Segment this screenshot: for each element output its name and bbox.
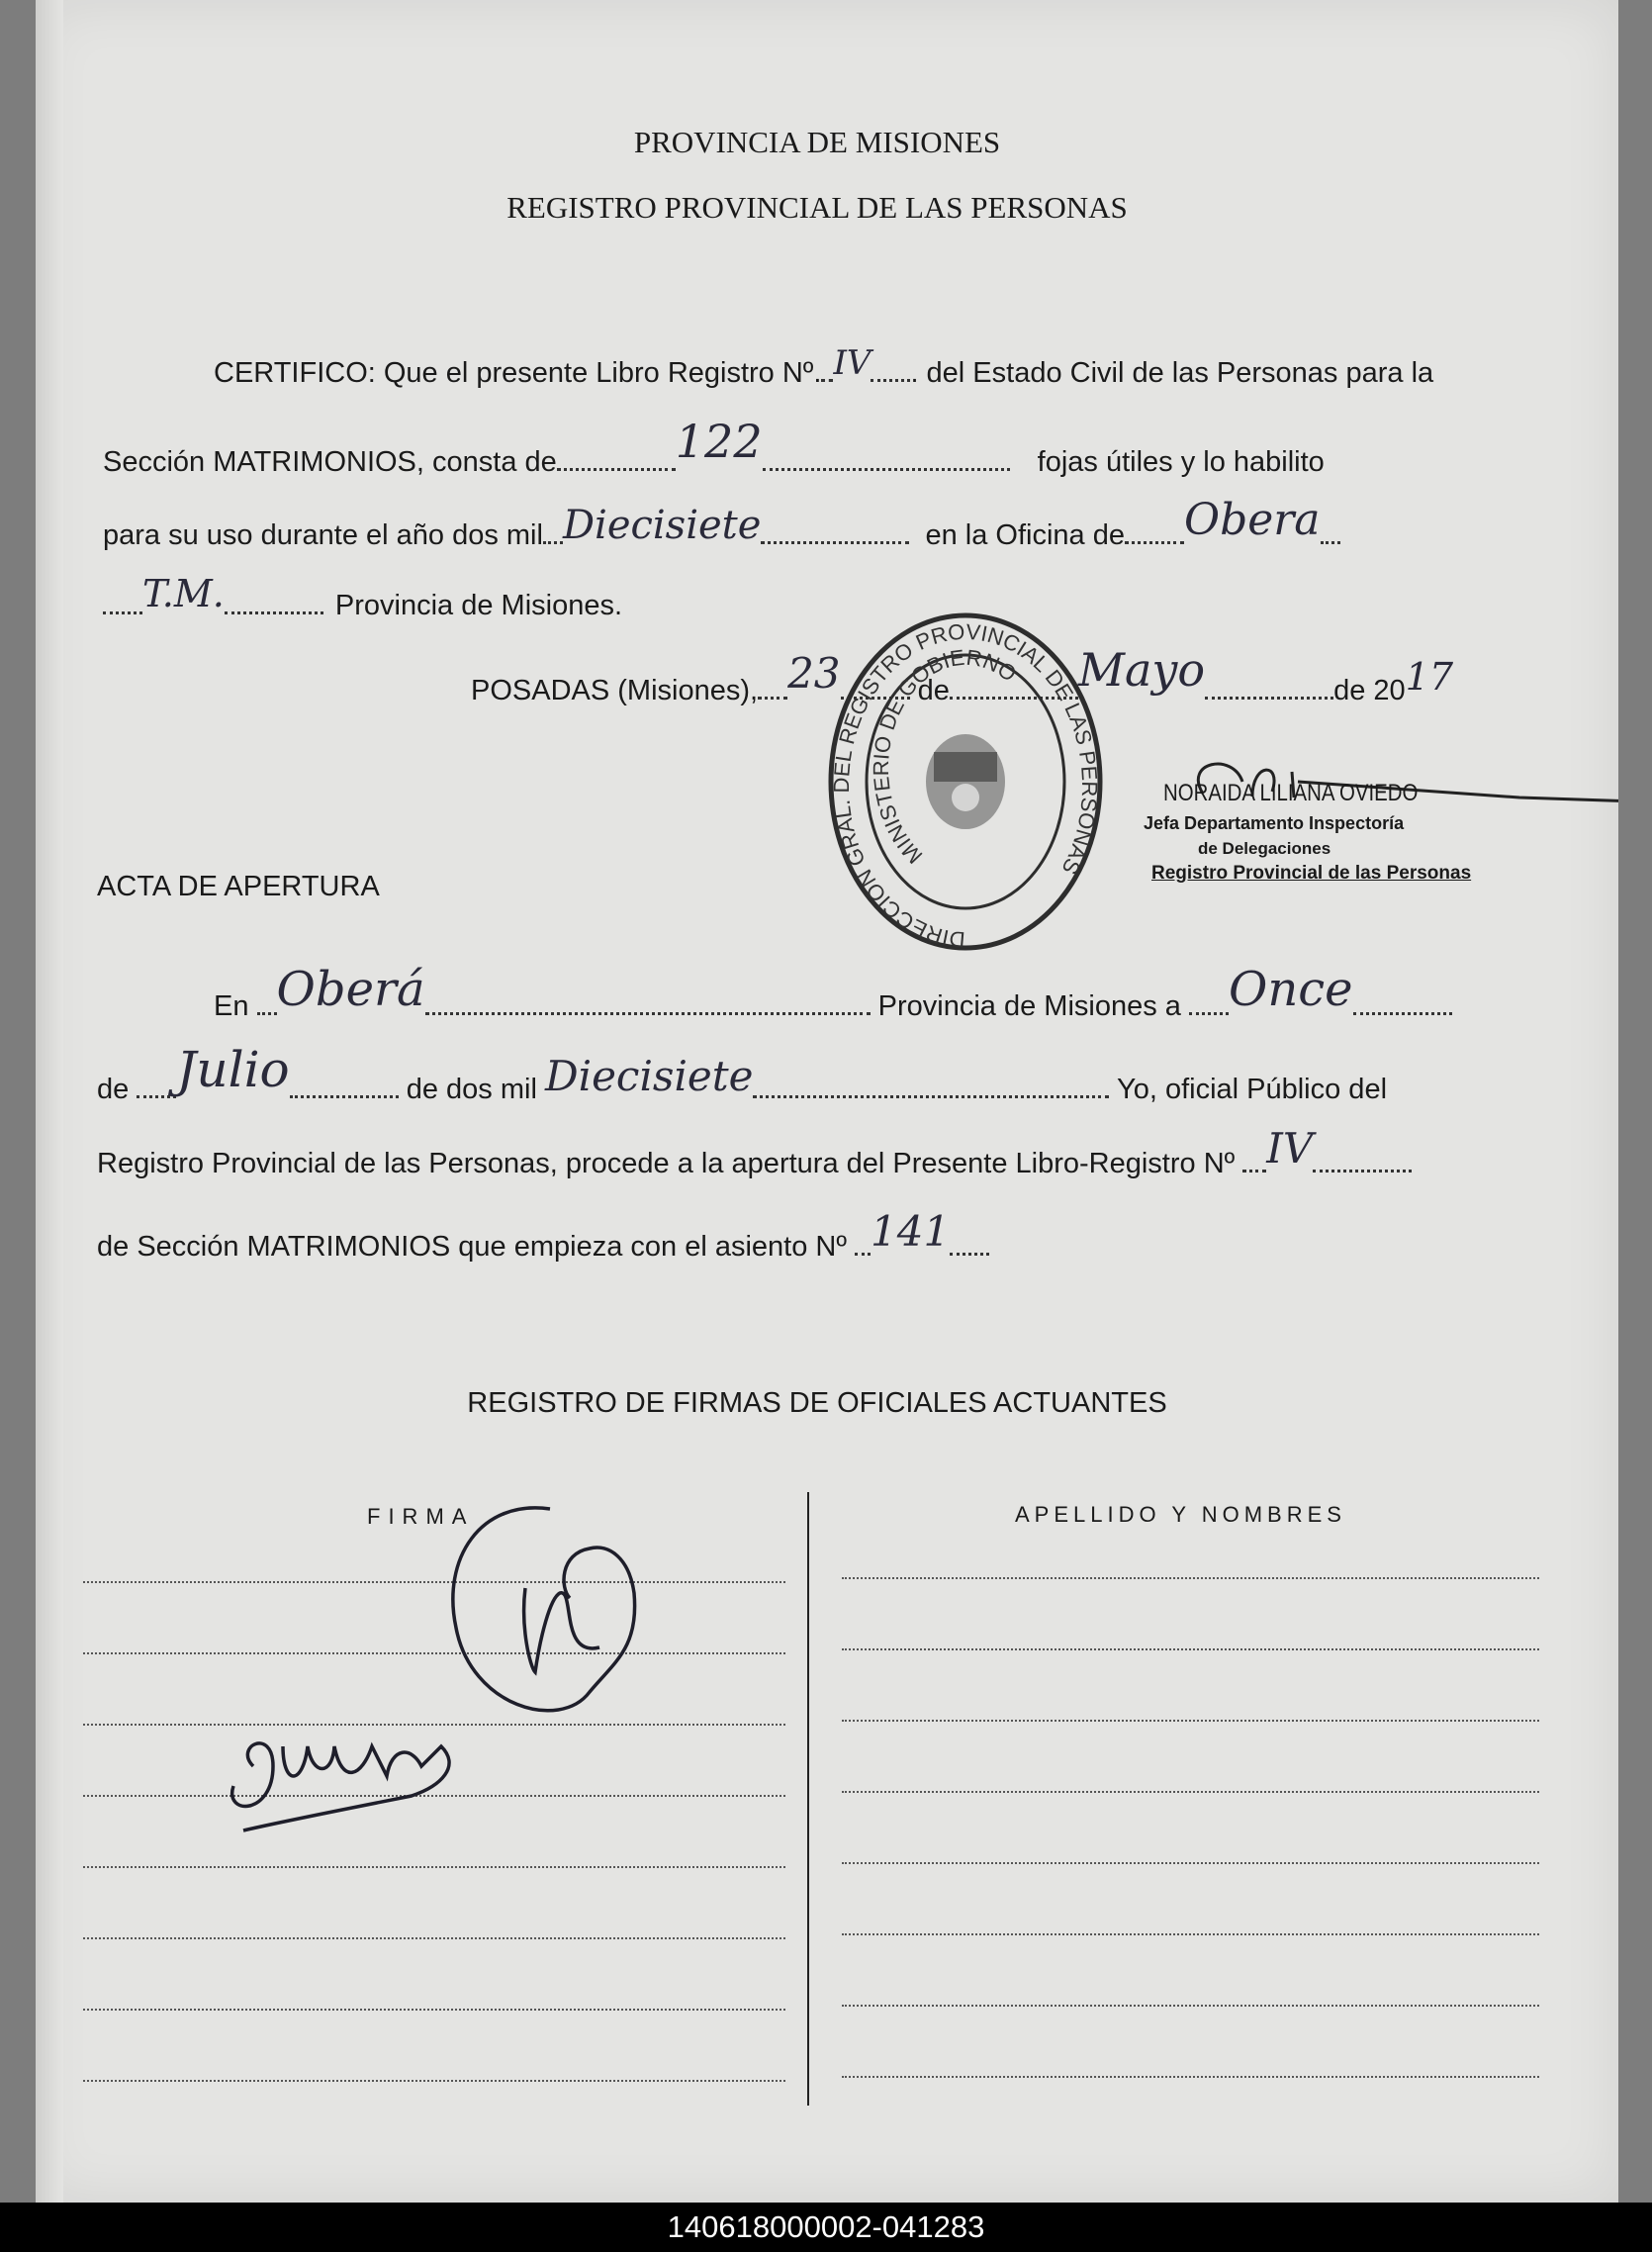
nombres-row-line xyxy=(842,2076,1539,2078)
seal-inner-text: MINISTERIO DE GOBIERNO xyxy=(869,644,1022,869)
signatory-role: Jefa Departamento Inspectoría xyxy=(1144,813,1405,833)
seal-outer-text: DIRECCION GRAL. DEL REGISTRO PROVINCIAL DE LAS PERSONAS xyxy=(829,618,1103,953)
acta-line-4 xyxy=(97,1207,989,1266)
day-handwritten: 23 xyxy=(787,649,841,698)
firma-row-line xyxy=(83,1937,785,1939)
cert-text: Sección MATRIMONIOS, consta de xyxy=(103,446,557,478)
cert-text: para su uso durante el año dos mil xyxy=(103,519,543,551)
anio-handwritten: Diecisiete xyxy=(544,1052,754,1100)
cert-text: CERTIFICO: Que el presente Libro Registro Nº. xyxy=(214,357,822,389)
official-seal-stamp xyxy=(817,604,1114,960)
acta-line-1 xyxy=(214,962,1452,1027)
firma-row-line xyxy=(83,2009,785,2011)
firma-row-line xyxy=(83,1581,785,1583)
tm-handwritten: T.M. xyxy=(142,572,225,615)
firma-row-line xyxy=(83,1652,785,1654)
cert-text: de xyxy=(917,675,950,706)
dia-handwritten: Once xyxy=(1228,962,1353,1017)
cert-text: POSADAS (Misiones), xyxy=(471,675,759,706)
acta-text: de dos mil xyxy=(406,1074,537,1105)
lugar-handwritten: Oberá xyxy=(276,962,425,1017)
cert-text: fojas útiles y lo habilito xyxy=(1037,446,1325,478)
acta-text: Provincia de Misiones a xyxy=(877,990,1181,1022)
cert-text: . del Estado Civil de las Personas para la xyxy=(910,357,1434,389)
acta-text: de Sección MATRIMONIOS que empieza con el asiento Nº xyxy=(97,1231,847,1263)
header-registry: REGISTRO PROVINCIAL DE LAS PERSONAS xyxy=(506,190,1128,225)
acta-text: En xyxy=(214,990,249,1022)
nombres-row-line xyxy=(842,1933,1539,1935)
firmas-title: REGISTRO DE FIRMAS DE OFICIALES ACTUANTES xyxy=(467,1387,1167,1419)
nombres-row-line xyxy=(842,1720,1539,1722)
cert-line-3 xyxy=(103,495,1340,555)
libro-number-handwritten: IV xyxy=(833,343,872,383)
col-firma-header: FIRMA xyxy=(367,1504,475,1529)
cert-line-4 xyxy=(103,572,623,623)
mes-handwritten: Julio xyxy=(176,1041,290,1098)
coat-of-arms-icon xyxy=(926,734,1005,829)
acta-libro-handwritten: IV xyxy=(1266,1124,1314,1173)
firma-row-line xyxy=(83,2080,785,2082)
document-id-bar xyxy=(0,2203,1652,2252)
acta-text: Registro Provincial de las Personas, procede a la apertura del Presente Libro-Registro Nº xyxy=(97,1148,1236,1179)
fojas-handwritten: 122 xyxy=(675,415,763,468)
firma-row-line xyxy=(83,1866,785,1868)
acta-line-2 xyxy=(97,1041,1388,1110)
firma-signature-scribble xyxy=(214,1707,510,1835)
nombres-row-line xyxy=(842,1577,1539,1579)
cert-line-2 xyxy=(103,415,1325,482)
cert-text: en la Oficina de xyxy=(925,519,1125,551)
nombres-row-line xyxy=(842,1862,1539,1864)
signatory-name: NORAIDA LILIANA OVIEDO xyxy=(1163,780,1419,806)
signatory-role-2: de Delegaciones xyxy=(1198,839,1331,858)
firma-signature-circle xyxy=(441,1499,659,1727)
signatory-org: Registro Provincial de las Personas xyxy=(1151,863,1472,884)
cert-line-1 xyxy=(214,343,1434,391)
document-id: 140618000002-041283 xyxy=(667,2209,985,2244)
acta-title: ACTA DE APERTURA xyxy=(97,871,380,902)
month-handwritten: Mayo xyxy=(1077,643,1206,697)
acta-line-3 xyxy=(97,1124,1412,1182)
acta-text: de xyxy=(97,1074,130,1105)
header-province: PROVINCIA DE MISIONES xyxy=(633,125,1001,159)
cert-text: Provincia de Misiones. xyxy=(334,590,623,621)
year-suffix-handwritten: 17 xyxy=(1405,655,1454,699)
col-nombres-header: APELLIDO Y NOMBRES xyxy=(1015,1502,1346,1527)
acta-text: Yo, oficial Público del xyxy=(1117,1074,1388,1105)
year-word-handwritten: Diecisiete xyxy=(562,503,762,548)
nombres-row-line xyxy=(842,1648,1539,1650)
document-page xyxy=(36,0,1618,2203)
cert-text: de 20 xyxy=(1333,675,1406,706)
column-divider xyxy=(807,1492,809,2106)
oficina-handwritten: Obera xyxy=(1184,495,1321,545)
nombres-row-line xyxy=(842,1791,1539,1793)
nombres-row-line xyxy=(842,2005,1539,2007)
asiento-handwritten: 141 xyxy=(871,1207,951,1256)
